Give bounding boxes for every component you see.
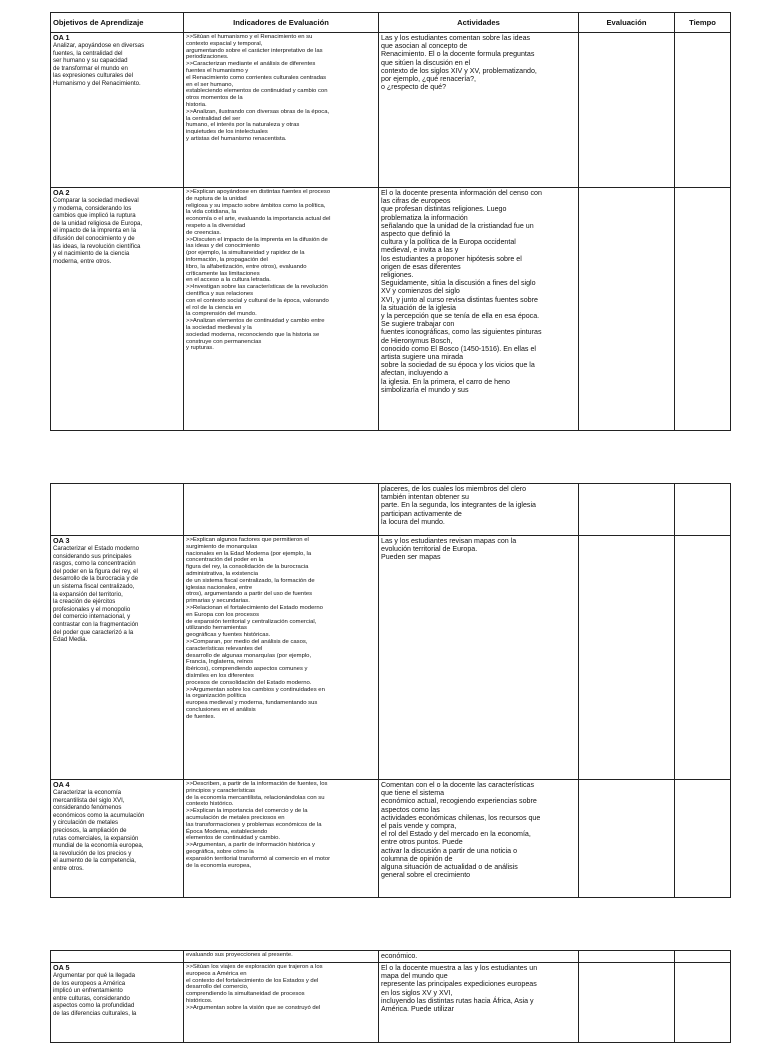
text-line: simbolizaría el mundo y sus [381, 385, 469, 394]
text-line: >>Argumentan sobre la visión que se construyó del [186, 1004, 321, 1011]
text-line: represente las principales expediciones europeas [381, 980, 537, 989]
text-line: el impacto de la imprenta en la [53, 227, 136, 235]
text-line: expansión territorial transformó al comercio en el motor [186, 855, 331, 862]
text-line: libro, la alfabetización, entre otros), evaluando [186, 263, 307, 270]
text-line: surgimiento de monarquías [186, 543, 258, 550]
text-line: mundial de la economía europea, [53, 842, 144, 850]
text-line: las ideas y del conocimiento [186, 243, 260, 250]
text-line: artista sugiere una mirada [381, 353, 464, 362]
evaluation-cell [579, 484, 675, 536]
indicators-cell [184, 963, 379, 1043]
text-line: evaluando sus proyecciones al presente. [186, 952, 293, 958]
text-line: difusión del conocimiento y de [53, 234, 135, 242]
table-header-row [51, 13, 731, 33]
objective-cell [51, 188, 184, 431]
text-line: europeos a América en [186, 970, 247, 977]
text-line: o ¿respecto de qué? [381, 83, 447, 92]
activities-cell [379, 188, 579, 431]
text-line: de la unidad religiosa de Europa, [53, 219, 143, 227]
text-line: Edad Media. [53, 636, 88, 644]
text-line: de transformar el mundo en [53, 64, 128, 72]
text-line: >>Sitúan los viajes de exploración que trajeron a los [186, 964, 323, 970]
text-line: que profesan distintas religiones. Luego [381, 205, 507, 214]
text-line: el rol de la ciencia en [186, 304, 242, 311]
text-line: iglesias nacionales, entre [186, 584, 253, 591]
text-line: considerando sus principales [53, 552, 132, 560]
indicator-continuation-cell [184, 951, 379, 963]
text-line: y artistas del humanismo renacentista. [186, 135, 287, 142]
text-line: el aumento de la competencia, [53, 857, 136, 865]
text-line: Pueden ser mapas [381, 553, 441, 562]
text-line: economía o el arte, evaluando la importancia actual del [186, 216, 331, 223]
empty-cell [51, 951, 184, 963]
text-line: de Hieronymus Bosch, [381, 336, 453, 345]
oa-code: OA 2 [53, 188, 70, 197]
text-line: europea medieval y moderna, fundamentando sus [186, 700, 318, 707]
text-line: contrastar con la fragmentación [53, 620, 139, 628]
text-line: fuentes el humanismo y [186, 67, 249, 74]
text-line: un sistema fiscal centralizado, [53, 582, 135, 590]
text-line: acumulación de metales preciosos en [186, 814, 285, 821]
text-line: Francia, Inglaterra, reinos [186, 659, 254, 666]
text-line: y rupturas. [186, 345, 214, 352]
text-line: incluyendo las distintas rutas hacia África, Asia y [381, 996, 534, 1005]
text-line: que tiene el sistema [381, 789, 445, 798]
header-actividades: Actividades [379, 13, 579, 33]
text-line: >>Argumentan, a partir de información histórica y [186, 842, 316, 849]
text-line: la creación de ejércitos [53, 598, 116, 606]
text-line: utilizando herramientas [186, 625, 247, 632]
text-line: Las y los estudiantes revisan mapas con la [381, 537, 517, 545]
text-line: construye con permanencias [186, 338, 262, 345]
text-line: señalando que la unidad de la cristiandad fue un [381, 221, 534, 230]
text-line: y circulación de metales [53, 819, 119, 827]
table-row [51, 33, 731, 188]
time-cell [675, 780, 731, 898]
text-line: la iglesia. En la primera, el carro de heno [381, 377, 510, 386]
evaluation-cell [579, 188, 675, 431]
text-line: Las y los estudiantes comentan sobre las ideas [381, 34, 531, 42]
text-line: periodizaciones. [186, 54, 229, 61]
text-line: Se sugiere trabajar con [381, 320, 455, 329]
text-line: en el acceso a la cultura letrada. [186, 277, 271, 284]
text-line: de creencias. [186, 229, 222, 236]
text-line: que asocian al concepto de [381, 42, 468, 51]
text-line: mercantilista del siglo XVI, [53, 796, 125, 804]
empty-cell [51, 484, 184, 536]
text-line: en Europa con los procesos [186, 611, 260, 618]
text-line: >>Caracterizan mediante el análisis de diferentes [186, 61, 316, 68]
text-line: también intentan obtener su [381, 493, 469, 502]
text-line: Época Moderna, estableciendo [186, 828, 268, 835]
text-line: los estudiantes a proponer hipótesis sobre el [381, 254, 522, 263]
text-line: (por ejemplo, la simultaneidad y rapidez de la [186, 250, 305, 257]
text-line: la organización política [186, 693, 246, 700]
text-line: sobre la sociedad de su época y los vicios que la [381, 361, 535, 370]
text-line: el Renacimiento como corrientes culturales centradas [186, 74, 327, 81]
time-cell [675, 536, 731, 780]
text-line: Caracterizar la economía [53, 789, 122, 796]
text-line: mapa del mundo que [381, 972, 448, 981]
text-line: >>Comparan, por medio del análisis de casos, [186, 638, 308, 645]
text-line: humano, el interés por la naturaleza y otras [186, 122, 300, 129]
text-line: geográficas y fuentes históricas. [186, 632, 271, 639]
text-line: problematiza la información [381, 213, 468, 222]
indicators-cell [184, 780, 379, 898]
text-line: científica y sus relaciones [186, 290, 254, 297]
table-row [51, 780, 731, 898]
text-line: críticamente las limitaciones [186, 270, 260, 277]
text-line: las expresiones culturales del [53, 72, 133, 80]
text-line: >>Sitúan el humanismo y el Renacimiento en su [186, 34, 313, 40]
text-line: implicó un enfrentamiento [53, 987, 123, 995]
text-line: Renacimiento. El o la docente formula preguntas [381, 50, 535, 59]
text-line: >>Describen, a partir de la información de fuentes, los [186, 781, 328, 787]
text-line: profesionales y el monopolio [53, 605, 131, 613]
text-line: origen de esas diferentes [381, 262, 461, 271]
text-line: la locura del mundo. [381, 517, 445, 526]
text-line: conocido como El Bosco (1450-1516). En ellas el [381, 344, 536, 353]
activity-continuation-cell [379, 951, 579, 963]
table-row [51, 536, 731, 780]
header-tiempo: Tiempo [675, 13, 731, 33]
time-cell [675, 33, 731, 188]
text-line: >>Relacionan el fortalecimiento del Estado moderno [186, 604, 323, 611]
text-line: de expansión territorial y centralización comercial, [186, 618, 317, 625]
text-line: procesos de consolidación del Estado moderno. [186, 679, 312, 686]
text-line: concentración del poder en la [186, 557, 264, 564]
evaluation-cell [579, 963, 675, 1043]
text-line: preciosos, la ampliación de [53, 826, 127, 834]
text-line: históricos. [186, 997, 213, 1004]
evaluation-cell [579, 33, 675, 188]
curriculum-table-page-1 [50, 12, 731, 431]
text-line: desarrollo de la burocracia y de [53, 575, 139, 583]
text-line: cultura y la política de la Europa occidental [381, 238, 516, 247]
text-line: las transformaciones y problemas económicos de la [186, 821, 322, 828]
oa-code: OA 3 [53, 536, 70, 545]
text-line: rutas comerciales, la expansión [53, 834, 139, 842]
text-line: columna de opinión de [381, 854, 453, 863]
text-line: que sitúen la discusión en el [381, 58, 471, 67]
text-line: comprendiendo la simultaneidad de procesos [186, 991, 305, 998]
text-line: >>Explican apoyándose en distintas fuentes el proceso [186, 189, 331, 195]
text-line: principios y características [186, 787, 256, 794]
evaluation-cell [579, 780, 675, 898]
text-line: >>Discuten el impacto de la imprenta en la difusión de [186, 236, 328, 243]
text-line: >>Analizan, ilustrando con diversas obras de la época, [186, 108, 330, 115]
text-line: contexto histórico. [186, 801, 234, 808]
oa-code: OA 5 [53, 963, 70, 972]
continuation-row [51, 484, 731, 536]
text-line: y el nacimiento de la ciencia [53, 250, 130, 258]
text-line: evolución territorial de Europa. [381, 545, 478, 554]
text-line: desarrollo del comercio, [186, 984, 249, 991]
text-line: Seguidamente, sitúa la discusión a fines del siglo [381, 279, 536, 288]
text-line: >>Investigan sobre las características de la revolución [186, 284, 328, 291]
curriculum-table-page-2 [50, 483, 731, 898]
text-line: el rol del Estado y del mercado en la economía, [381, 830, 531, 839]
text-line: la expansión del territorio, [53, 590, 123, 598]
objective-cell [51, 33, 184, 188]
activities-cell [379, 963, 579, 1043]
text-line: actividades económicas chilenas, los recursos que [381, 813, 541, 822]
text-line: activar la discusión a partir de una noticia o [381, 846, 518, 855]
text-line: medieval, e invita a las y [381, 246, 459, 255]
text-line: del poder que caracterizó a la [53, 628, 134, 636]
empty-cell [184, 484, 379, 536]
activities-cell [379, 536, 579, 780]
indicators-cell [184, 188, 379, 431]
text-line: económico actual, recogiendo experiencias sobre [381, 797, 537, 806]
header-objetivos: Objetivos de Aprendizaje [51, 13, 184, 33]
time-cell [675, 188, 731, 431]
text-line: ser humano y su capacidad [53, 57, 128, 65]
time-cell [675, 963, 731, 1043]
text-line: de la economía mercantilista, relacionándolas con su [186, 794, 325, 801]
indicators-cell [184, 536, 379, 780]
text-line: y la percepción que se tenía de ella en esa época. [381, 312, 540, 321]
text-line: disímiles en los diferentes [186, 672, 254, 679]
text-line: entre otros. [53, 864, 84, 872]
text-line: información, la propagación del [186, 256, 268, 263]
table-row [51, 963, 731, 1043]
text-line: Comparar la sociedad medieval [53, 197, 139, 204]
text-line: otros), argumentando a partir del uso de fuentes [186, 591, 313, 598]
text-line: placeres, de los cuales los miembros del clero [381, 485, 527, 493]
text-line: de ruptura de la unidad [186, 195, 247, 202]
text-line: fuentes, la centralidad del [53, 49, 123, 57]
text-line: de los europeos a América [53, 979, 126, 987]
text-line: Comentan con el o la docente las características [381, 781, 534, 789]
indicators-cell [184, 33, 379, 188]
text-line: religiones. [381, 271, 414, 280]
text-line: general sobre el crecimiento [381, 871, 471, 880]
header-evaluacion: Evaluación [579, 13, 675, 33]
text-line: desarrollo de algunas monarquías (por ejemplo, [186, 652, 312, 659]
text-line: el país vende y compra, [381, 822, 457, 831]
evaluation-cell [579, 951, 675, 963]
text-line: el contexto del fortalecimiento de los Estados y del [186, 977, 319, 984]
text-line: geográfica, sobre cómo la [186, 848, 254, 855]
evaluation-cell [579, 536, 675, 780]
text-line: económicos como la acumulación [53, 811, 145, 819]
text-line: fuentes iconográficas, como las siguientes pinturas [381, 328, 542, 337]
text-line: alguna situación de actualidad o de análisis [381, 863, 518, 872]
text-line: Humanismo y del Renacimiento. [53, 79, 141, 87]
text-line: El o la docente muestra a las y los estudiantes un [381, 964, 538, 972]
text-line: las ideas, la revolución científica [53, 242, 141, 250]
text-line: rasgos, como la concentración [53, 560, 136, 568]
text-line: de las diferencias culturales, la [53, 1009, 137, 1017]
text-line: primarias y secundarias. [186, 598, 250, 605]
text-line: afectan, incluyendo a [381, 369, 449, 378]
text-line: la comprensión del mundo. [186, 311, 257, 318]
text-line: XVI, y junto al curso revisa distintas fuentes sobre [381, 295, 538, 304]
text-line: de un sistema fiscal centralizado, la formación de [186, 577, 315, 584]
oa-code: OA 4 [53, 780, 70, 789]
text-line: entre otros puntos. Puede [381, 838, 463, 847]
text-line: las cifras de europeos [381, 197, 451, 206]
text-line: >>Analizan elementos de continuidad y cambio entre [186, 318, 325, 325]
text-line: aspectos como la profundidad [53, 1002, 135, 1010]
time-cell [675, 484, 731, 536]
text-line: con el contexto social y cultural de la época, valorando [186, 297, 329, 304]
text-line: XV y comienzos del siglo [381, 287, 460, 296]
oa-code: OA 1 [53, 33, 70, 42]
continuation-row [51, 951, 731, 963]
table-row [51, 188, 731, 431]
activity-continuation-cell [379, 484, 579, 536]
text-line: Argumentar por qué la llegada [53, 972, 135, 979]
text-line: historia. [186, 101, 207, 108]
text-line: de fuentes. [186, 713, 216, 720]
text-line: características relevantes del [186, 645, 263, 652]
text-line: del comercio internacional, y [53, 613, 131, 621]
text-line: nacionales en la Edad Moderna (por ejemplo, la [186, 550, 312, 557]
text-line: considerando fenómenos [53, 804, 122, 812]
text-line: entre culturas, considerando [53, 994, 130, 1002]
objective-cell [51, 963, 184, 1043]
text-line: cambios que implicó la ruptura [53, 212, 136, 220]
activities-cell [379, 33, 579, 188]
text-line: >>Explican la importancia del comercio y de la [186, 808, 308, 815]
objective-cell [51, 780, 184, 898]
text-line: respeto a la diversidad [186, 222, 246, 229]
text-line: administrativa, la existencia [186, 570, 259, 577]
text-line: en los siglos XV y XVI, [381, 988, 453, 997]
text-line: contexto espacial y temporal, [186, 40, 263, 47]
text-line: figura del rey, la consolidación de la burocracia [186, 564, 309, 571]
text-line: económico. [381, 952, 418, 960]
text-line: >>Explican algunos factores que permitieron el [186, 537, 309, 543]
text-line: ibéricos), comprendiendo aspectos comunes y [186, 666, 308, 673]
text-line: del poder en la figura del rey, el [53, 567, 138, 575]
text-line: la revolución de los precios y [53, 849, 132, 857]
text-line: sociedad moderna, reconociendo que la historia se [186, 331, 320, 338]
text-line: elementos de continuidad y cambio. [186, 835, 280, 842]
text-line: argumentando sobre el carácter interpretativo de las [186, 47, 323, 54]
text-line: inquietudes de los intelectuales [186, 129, 268, 136]
text-line: la centralidad del ser [186, 115, 241, 122]
text-line: y moderna, considerando los [53, 204, 132, 212]
text-line: por ejemplo, ¿qué renacería?, [381, 75, 477, 84]
curriculum-table-page-3 [50, 950, 731, 1043]
text-line: conclusiones en el análisis [186, 706, 256, 713]
objective-cell [51, 536, 184, 780]
text-line: estableciendo elementos de continuidad y cambio con [186, 88, 328, 95]
text-line: parte. En la segunda, los integrantes de la iglesia [381, 501, 536, 510]
header-indicadores: Indicadores de Evaluación [184, 13, 379, 33]
text-line: la vida cotidiana, la [186, 209, 237, 216]
text-line: El o la docente presenta información del censo con [381, 189, 542, 197]
text-line: aspecto que definió la [381, 230, 451, 239]
text-line: América. Puede utilizar [381, 1005, 454, 1014]
time-cell [675, 951, 731, 963]
text-line: la sociedad medieval y la [186, 324, 252, 331]
text-line: moderna, entre otros. [53, 257, 112, 265]
text-line: aspectos como las [381, 805, 440, 814]
text-line: de la economía europea, [186, 862, 252, 869]
text-line: participan activamente de [381, 509, 462, 518]
activities-cell [379, 780, 579, 898]
text-line: la situación de la iglesia [381, 303, 456, 312]
text-line: religiosa y su impacto sobre ámbitos como la política, [186, 202, 326, 209]
text-line: Caracterizar el Estado moderno [53, 545, 140, 552]
text-line: >>Argumentan sobre los cambios y continuidades en [186, 686, 325, 693]
text-line: en el ser humano, [186, 81, 234, 88]
text-line: contexto de los siglos XIV y XV, problematizando, [381, 66, 537, 75]
text-line: Analizar, apoyándose en diversas [53, 42, 145, 49]
text-line: otros momentos de la [186, 95, 243, 102]
